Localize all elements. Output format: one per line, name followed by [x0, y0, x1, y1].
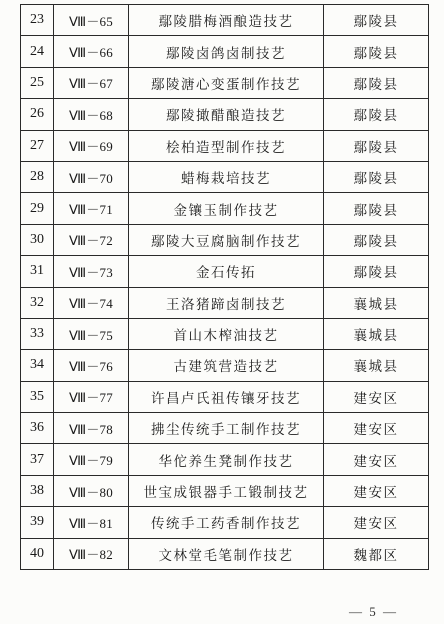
project-code: Ⅷ－75 [54, 318, 129, 349]
project-code: Ⅷ－81 [54, 507, 129, 538]
project-name: 鄢陵溏心变蛋制作技艺 [129, 67, 324, 98]
project-name: 许昌卢氏祖传镶牙技艺 [129, 381, 324, 412]
project-name: 鄢陵撖醋酿造技艺 [129, 99, 324, 130]
project-code: Ⅷ－65 [54, 5, 129, 36]
project-name: 拂尘传统手工制作技艺 [129, 413, 324, 444]
project-code: Ⅷ－69 [54, 130, 129, 161]
project-name: 首山木榨油技艺 [129, 318, 324, 349]
project-name: 鄢陵大豆腐脑制作技艺 [129, 224, 324, 255]
applicant-area: 鄢陵县 [324, 67, 429, 98]
applicant-area: 鄢陵县 [324, 36, 429, 67]
project-code: Ⅷ－76 [54, 350, 129, 381]
row-number: 30 [21, 224, 54, 255]
row-number: 26 [21, 99, 54, 130]
applicant-area: 魏都区 [324, 538, 429, 569]
project-code: Ⅷ－67 [54, 67, 129, 98]
page-number: — 5 — [349, 604, 398, 619]
project-code: Ⅷ－77 [54, 381, 129, 412]
row-number: 34 [21, 350, 54, 381]
row-number: 24 [21, 36, 54, 67]
table-body [21, 5, 429, 570]
project-name: 金镶玉制作技艺 [129, 193, 324, 224]
applicant-area: 鄢陵县 [324, 5, 429, 36]
row-number: 32 [21, 287, 54, 318]
table-row [21, 5, 429, 36]
row-number: 31 [21, 256, 54, 287]
project-name: 世宝成银器手工锻制技艺 [129, 475, 324, 506]
applicant-area: 建安区 [324, 507, 429, 538]
project-name: 文林堂毛笔制作技艺 [129, 538, 324, 569]
project-code: Ⅷ－72 [54, 224, 129, 255]
row-number: 29 [21, 193, 54, 224]
project-code: Ⅷ－82 [54, 538, 129, 569]
project-code: Ⅷ－73 [54, 256, 129, 287]
table-row [21, 475, 429, 506]
row-number: 23 [21, 5, 54, 36]
project-name: 王洛猪蹄卤制技艺 [129, 287, 324, 318]
project-name: 桧柏造型制作技艺 [129, 130, 324, 161]
table-row [21, 381, 429, 412]
applicant-area: 鄢陵县 [324, 193, 429, 224]
table-row [21, 256, 429, 287]
applicant-area: 襄城县 [324, 350, 429, 381]
heritage-list-table [20, 4, 429, 570]
table-row [21, 224, 429, 255]
row-number: 40 [21, 538, 54, 569]
project-name: 传统手工药香制作技艺 [129, 507, 324, 538]
table-row [21, 350, 429, 381]
row-number: 35 [21, 381, 54, 412]
project-name: 金石传拓 [129, 256, 324, 287]
table-row [21, 99, 429, 130]
applicant-area: 建安区 [324, 413, 429, 444]
table-row [21, 161, 429, 192]
applicant-area: 建安区 [324, 475, 429, 506]
project-name: 鄢陵卤鸽卤制技艺 [129, 36, 324, 67]
row-number: 33 [21, 318, 54, 349]
project-code: Ⅷ－74 [54, 287, 129, 318]
applicant-area: 建安区 [324, 444, 429, 475]
project-code: Ⅷ－80 [54, 475, 129, 506]
row-number: 27 [21, 130, 54, 161]
table-row [21, 193, 429, 224]
table-row [21, 36, 429, 67]
row-number: 37 [21, 444, 54, 475]
applicant-area: 鄢陵县 [324, 161, 429, 192]
project-code: Ⅷ－66 [54, 36, 129, 67]
project-name: 华佗养生凳制作技艺 [129, 444, 324, 475]
applicant-area: 鄢陵县 [324, 130, 429, 161]
table-row [21, 67, 429, 98]
project-code: Ⅷ－79 [54, 444, 129, 475]
project-code: Ⅷ－71 [54, 193, 129, 224]
applicant-area: 建安区 [324, 381, 429, 412]
project-name: 古建筑营造技艺 [129, 350, 324, 381]
table-row [21, 507, 429, 538]
table-row [21, 130, 429, 161]
applicant-area: 鄢陵县 [324, 256, 429, 287]
row-number: 38 [21, 475, 54, 506]
row-number: 28 [21, 161, 54, 192]
project-name: 蜡梅栽培技艺 [129, 161, 324, 192]
table-row [21, 444, 429, 475]
project-code: Ⅷ－78 [54, 413, 129, 444]
applicant-area: 鄢陵县 [324, 99, 429, 130]
table-row [21, 413, 429, 444]
row-number: 25 [21, 67, 54, 98]
table-row [21, 318, 429, 349]
applicant-area: 鄢陵县 [324, 224, 429, 255]
table-row [21, 538, 429, 569]
applicant-area: 襄城县 [324, 318, 429, 349]
applicant-area: 襄城县 [324, 287, 429, 318]
project-code: Ⅷ－68 [54, 99, 129, 130]
row-number: 39 [21, 507, 54, 538]
row-number: 36 [21, 413, 54, 444]
table-row [21, 287, 429, 318]
project-name: 鄢陵腊梅酒酿造技艺 [129, 5, 324, 36]
project-code: Ⅷ－70 [54, 161, 129, 192]
